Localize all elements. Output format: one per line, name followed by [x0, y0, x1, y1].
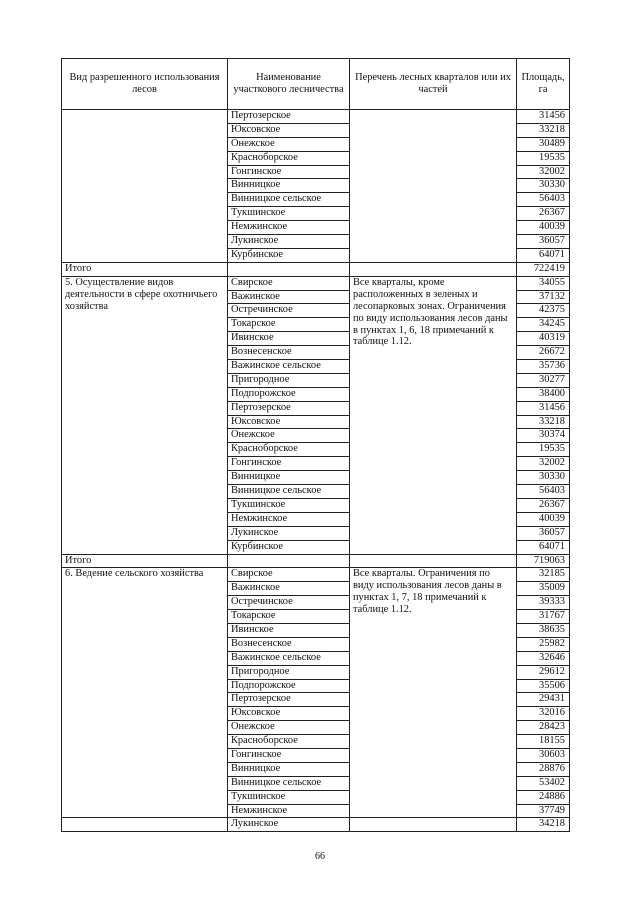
forestry-name-cell: Ивинское — [228, 332, 350, 346]
area-cell: 40319 — [517, 332, 570, 346]
forest-use-table — [61, 58, 570, 832]
area-cell: 26367 — [517, 207, 570, 221]
area-cell: 34055 — [517, 276, 570, 290]
area-cell: 35009 — [517, 582, 570, 596]
forestry-name-cell: Винницкое — [228, 471, 350, 485]
forestry-name-cell: Юксовское — [228, 415, 350, 429]
area-cell: 31456 — [517, 110, 570, 124]
area-cell: 29612 — [517, 665, 570, 679]
empty-cell — [62, 818, 228, 832]
table-body — [62, 110, 570, 832]
area-cell: 33218 — [517, 123, 570, 137]
forestry-name-cell: Гонгинское — [228, 457, 350, 471]
area-cell: 31767 — [517, 610, 570, 624]
forestry-name-cell: Важинское сельское — [228, 651, 350, 665]
forestry-name-cell: Лукинское — [228, 526, 350, 540]
use-type-cell: 5. Осуществление видов деятельности в сфере охотничьего хозяйства — [62, 276, 228, 554]
forestry-name-cell: Вознесенское — [228, 637, 350, 651]
forestry-name-cell: Немжинское — [228, 512, 350, 526]
area-cell: 30277 — [517, 373, 570, 387]
area-cell: 32646 — [517, 651, 570, 665]
forestry-name-cell: Красноборское — [228, 735, 350, 749]
table-row — [62, 276, 570, 290]
forestry-name-cell: Винницкое — [228, 762, 350, 776]
table-row — [62, 568, 570, 582]
empty-cell — [228, 554, 350, 568]
area-cell: 19535 — [517, 151, 570, 165]
forestry-name-cell: Немжинское — [228, 804, 350, 818]
area-cell: 42375 — [517, 304, 570, 318]
header-use-type: Вид разрешенного использования лесов — [62, 59, 228, 110]
forestry-name-cell: Тукшинское — [228, 207, 350, 221]
forestry-name-cell: Гонгинское — [228, 165, 350, 179]
area-cell: 36057 — [517, 526, 570, 540]
forestry-name-cell: Токарское — [228, 610, 350, 624]
forestry-name-cell: Важинское — [228, 582, 350, 596]
forestry-name-cell: Пертозерское — [228, 401, 350, 415]
area-cell: 18155 — [517, 735, 570, 749]
area-cell: 33218 — [517, 415, 570, 429]
area-cell: 26672 — [517, 346, 570, 360]
area-cell: 38400 — [517, 387, 570, 401]
forestry-name-cell: Онежское — [228, 137, 350, 151]
forestry-name-cell: Вознесенское — [228, 346, 350, 360]
forestry-name-cell: Пертозерское — [228, 110, 350, 124]
page-number: 66 — [315, 851, 325, 862]
area-cell: 64071 — [517, 540, 570, 554]
forestry-name-cell: Подпорожское — [228, 387, 350, 401]
forestry-name-cell: Пригородное — [228, 665, 350, 679]
area-cell: 40039 — [517, 512, 570, 526]
total-row — [62, 262, 570, 276]
empty-cell — [228, 262, 350, 276]
header-quarters: Перечень лесных кварталов или их частей — [350, 59, 517, 110]
area-cell: 26367 — [517, 498, 570, 512]
forestry-name-cell: Красноборское — [228, 443, 350, 457]
area-cell: 32002 — [517, 457, 570, 471]
area-cell: 37749 — [517, 804, 570, 818]
forestry-name-cell: Курбинское — [228, 540, 350, 554]
forestry-name-cell: Пригородное — [228, 373, 350, 387]
forestry-name-cell: Юксовское — [228, 707, 350, 721]
area-cell: 35736 — [517, 360, 570, 374]
area-cell: 53402 — [517, 776, 570, 790]
total-label: Итого — [62, 262, 228, 276]
forestry-name-cell: Немжинское — [228, 221, 350, 235]
area-cell: 37132 — [517, 290, 570, 304]
area-cell: 34245 — [517, 318, 570, 332]
forestry-name-cell: Подпорожское — [228, 679, 350, 693]
header-area: Площадь, га — [517, 59, 570, 110]
area-cell: 24886 — [517, 790, 570, 804]
table-row — [62, 818, 570, 832]
area-cell: 31456 — [517, 401, 570, 415]
quarters-cell: Все кварталы. Ограничения по виду использования лесов даны в пунктах 1, 7, 18 примечаний к таблице 1.12. — [350, 568, 517, 818]
forestry-name-cell: Лукинское — [228, 235, 350, 249]
table-header — [62, 59, 570, 110]
area-cell: 29431 — [517, 693, 570, 707]
area-cell: 56403 — [517, 485, 570, 499]
use-type-cell — [62, 110, 228, 263]
forestry-name-cell: Курбинское — [228, 248, 350, 262]
area-cell: 56403 — [517, 193, 570, 207]
area-cell: 28876 — [517, 762, 570, 776]
forestry-name-cell: Свирское — [228, 276, 350, 290]
forestry-name-cell: Важинское сельское — [228, 360, 350, 374]
area-cell: 39333 — [517, 596, 570, 610]
forestry-name-cell: Юксовское — [228, 123, 350, 137]
area-cell: 28423 — [517, 721, 570, 735]
area-cell: 32002 — [517, 165, 570, 179]
quarters-cell — [350, 110, 517, 263]
forestry-name-cell: Остречинское — [228, 304, 350, 318]
forestry-name-cell: Важинское — [228, 290, 350, 304]
area-cell: 30374 — [517, 429, 570, 443]
forestry-name-cell: Винницкое сельское — [228, 193, 350, 207]
area-cell: 35506 — [517, 679, 570, 693]
forestry-name-cell: Лукинское — [228, 818, 350, 832]
header-forestry-name: Наименование участкового лесничества — [228, 59, 350, 110]
total-value: 722419 — [517, 262, 570, 276]
area-cell: 25982 — [517, 637, 570, 651]
forestry-name-cell: Тукшинское — [228, 790, 350, 804]
area-cell: 36057 — [517, 235, 570, 249]
area-cell: 32185 — [517, 568, 570, 582]
forestry-name-cell: Остречинское — [228, 596, 350, 610]
total-value: 719063 — [517, 554, 570, 568]
area-cell: 64071 — [517, 248, 570, 262]
total-label: Итого — [62, 554, 228, 568]
area-cell: 40039 — [517, 221, 570, 235]
forestry-name-cell: Винницкое сельское — [228, 485, 350, 499]
forestry-name-cell: Винницкое — [228, 179, 350, 193]
use-type-cell: 6. Ведение сельского хозяйства — [62, 568, 228, 818]
forestry-name-cell: Красноборское — [228, 151, 350, 165]
forestry-name-cell: Токарское — [228, 318, 350, 332]
quarters-cell: Все кварталы, кроме расположенных в зеленых и лесопарковых зонах. Ограничения по виду использования лесов даны в пунктах 1, 6, 18 примечаний к таблице 1.12. — [350, 276, 517, 554]
area-cell: 30489 — [517, 137, 570, 151]
forestry-name-cell: Онежское — [228, 429, 350, 443]
forestry-name-cell: Онежское — [228, 721, 350, 735]
forestry-name-cell: Ивинское — [228, 623, 350, 637]
total-row — [62, 554, 570, 568]
empty-cell — [350, 818, 517, 832]
table-row — [62, 110, 570, 124]
forestry-name-cell: Свирское — [228, 568, 350, 582]
forestry-name-cell: Винницкое сельское — [228, 776, 350, 790]
area-cell: 34218 — [517, 818, 570, 832]
area-cell: 30330 — [517, 179, 570, 193]
area-cell: 38635 — [517, 623, 570, 637]
area-cell: 19535 — [517, 443, 570, 457]
empty-cell — [350, 262, 517, 276]
empty-cell — [350, 554, 517, 568]
forestry-name-cell: Пертозерское — [228, 693, 350, 707]
forestry-name-cell: Гонгинское — [228, 748, 350, 762]
forestry-name-cell: Тукшинское — [228, 498, 350, 512]
area-cell: 30330 — [517, 471, 570, 485]
area-cell: 32016 — [517, 707, 570, 721]
area-cell: 30603 — [517, 748, 570, 762]
